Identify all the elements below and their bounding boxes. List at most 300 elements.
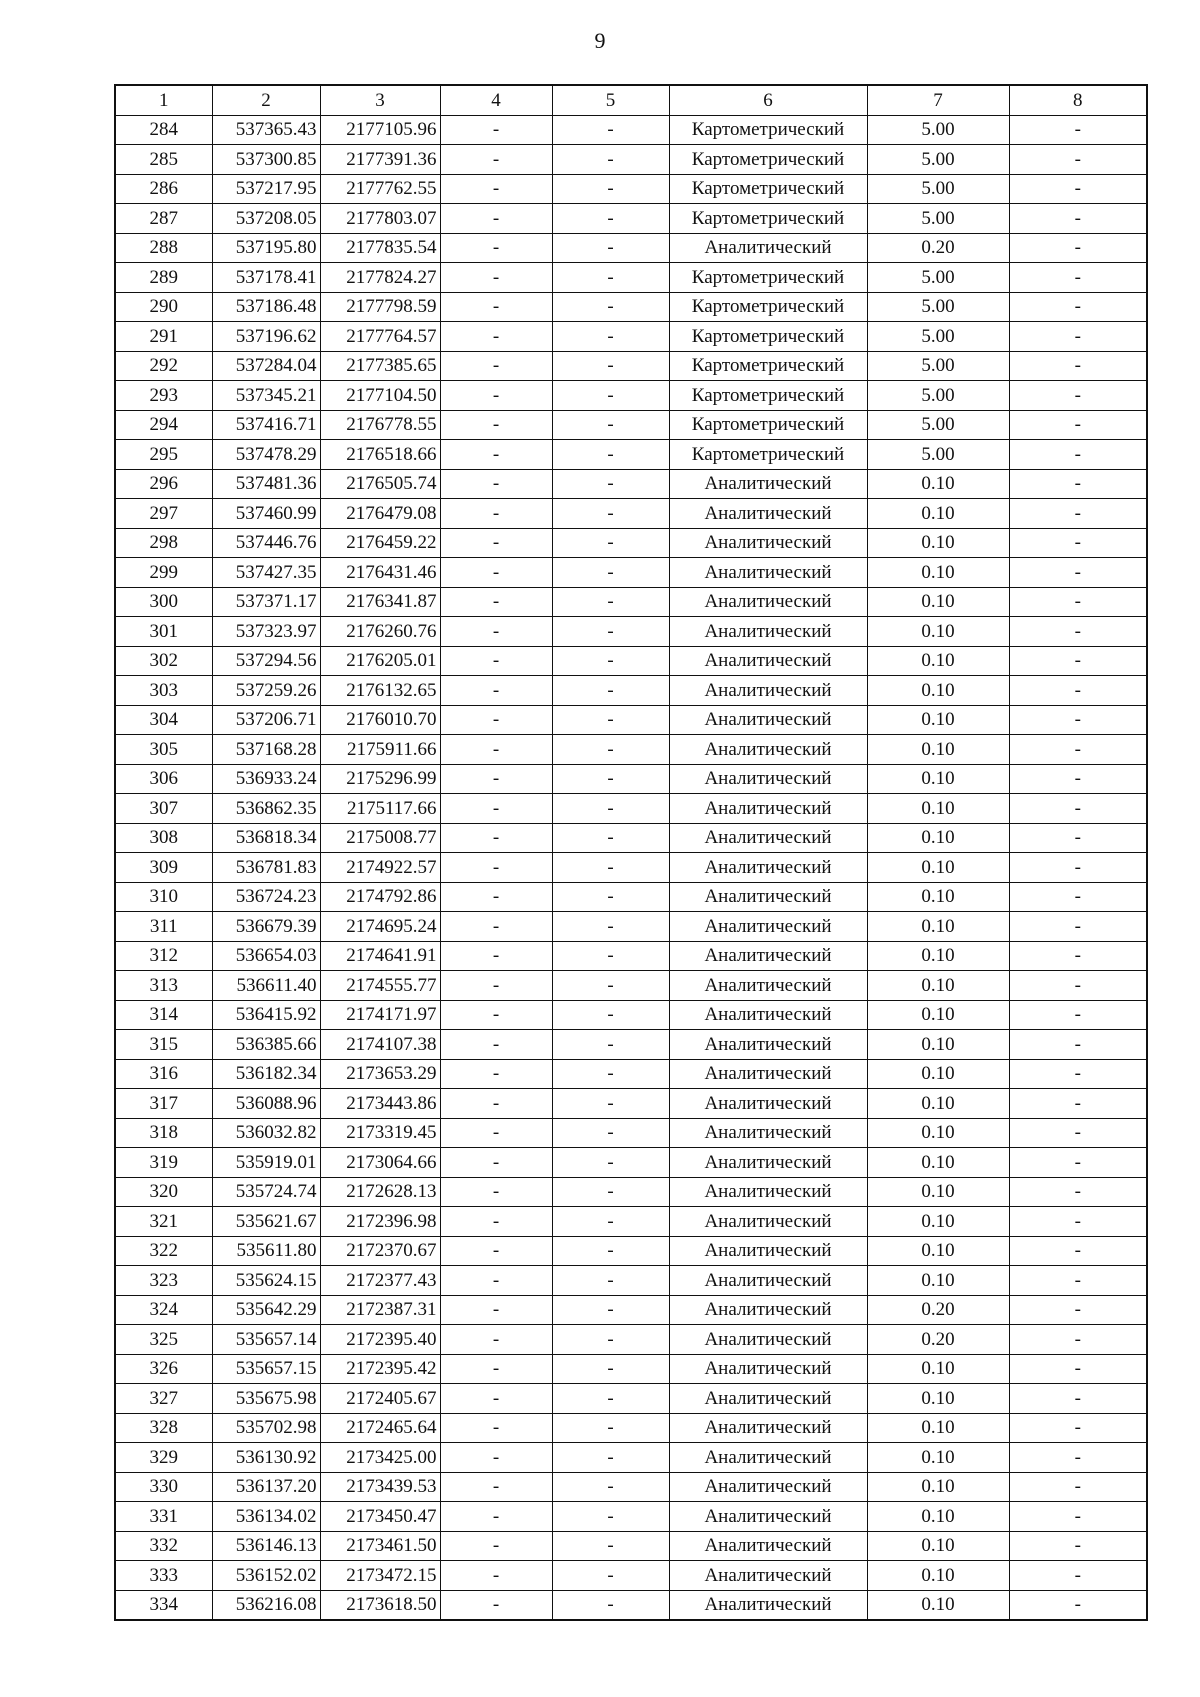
- coord-x-cell: 535621.67: [212, 1207, 320, 1237]
- point-number-cell: 291: [115, 322, 212, 352]
- accuracy-cell: 0.10: [867, 1030, 1009, 1060]
- col-8-cell: -: [1009, 1266, 1147, 1296]
- accuracy-cell: 0.10: [867, 1000, 1009, 1030]
- col-5-cell: -: [552, 1030, 669, 1060]
- method-cell: Аналитический: [669, 1148, 867, 1178]
- col-8-cell: -: [1009, 823, 1147, 853]
- col-5-cell: -: [552, 1443, 669, 1473]
- col-4-cell: -: [440, 676, 552, 706]
- coord-y-cell: 2175911.66: [320, 735, 440, 765]
- col-8-cell: -: [1009, 1590, 1147, 1620]
- col-4-cell: -: [440, 587, 552, 617]
- col-4-cell: -: [440, 1118, 552, 1148]
- point-number-cell: 330: [115, 1472, 212, 1502]
- table-row: [115, 912, 1147, 942]
- method-cell: Аналитический: [669, 1236, 867, 1266]
- accuracy-cell: 0.10: [867, 1177, 1009, 1207]
- col-4-cell: -: [440, 882, 552, 912]
- table-row: [115, 882, 1147, 912]
- point-number-cell: 295: [115, 440, 212, 470]
- accuracy-cell: 5.00: [867, 440, 1009, 470]
- accuracy-cell: 5.00: [867, 174, 1009, 204]
- col-4-cell: -: [440, 1384, 552, 1414]
- col-8-cell: -: [1009, 764, 1147, 794]
- col-8-cell: -: [1009, 322, 1147, 352]
- method-cell: Аналитический: [669, 1000, 867, 1030]
- table-row: [115, 1590, 1147, 1620]
- col-8-cell: -: [1009, 381, 1147, 411]
- col-5-cell: -: [552, 823, 669, 853]
- col-8-cell: -: [1009, 1295, 1147, 1325]
- method-cell: Аналитический: [669, 499, 867, 529]
- coord-x-cell: 536611.40: [212, 971, 320, 1001]
- accuracy-cell: 5.00: [867, 115, 1009, 145]
- coord-y-cell: 2177385.65: [320, 351, 440, 381]
- col-5-cell: -: [552, 1236, 669, 1266]
- accuracy-cell: 0.10: [867, 558, 1009, 588]
- coord-x-cell: 537178.41: [212, 263, 320, 293]
- table-row: [115, 1089, 1147, 1119]
- method-cell: Аналитический: [669, 1590, 867, 1620]
- accuracy-cell: 0.10: [867, 823, 1009, 853]
- col-8-cell: -: [1009, 115, 1147, 145]
- col-4-cell: -: [440, 1000, 552, 1030]
- point-number-cell: 324: [115, 1295, 212, 1325]
- point-number-cell: 334: [115, 1590, 212, 1620]
- col-8-cell: -: [1009, 1118, 1147, 1148]
- coord-y-cell: 2177105.96: [320, 115, 440, 145]
- accuracy-cell: 0.10: [867, 1266, 1009, 1296]
- method-cell: Аналитический: [669, 823, 867, 853]
- point-number-cell: 313: [115, 971, 212, 1001]
- method-cell: Аналитический: [669, 853, 867, 883]
- accuracy-cell: 0.10: [867, 1118, 1009, 1148]
- table-row: [115, 558, 1147, 588]
- coord-y-cell: 2173439.53: [320, 1472, 440, 1502]
- col-5-cell: -: [552, 1413, 669, 1443]
- coord-x-cell: 537300.85: [212, 145, 320, 175]
- col-8-cell: -: [1009, 676, 1147, 706]
- method-cell: Аналитический: [669, 1295, 867, 1325]
- accuracy-cell: 0.10: [867, 1354, 1009, 1384]
- col-4-cell: -: [440, 528, 552, 558]
- point-number-cell: 303: [115, 676, 212, 706]
- coord-y-cell: 2177824.27: [320, 263, 440, 293]
- coord-x-cell: 535919.01: [212, 1148, 320, 1178]
- accuracy-cell: 0.10: [867, 735, 1009, 765]
- accuracy-cell: 0.10: [867, 912, 1009, 942]
- col-4-cell: -: [440, 794, 552, 824]
- table-row: [115, 705, 1147, 735]
- method-cell: Аналитический: [669, 617, 867, 647]
- col-8-cell: -: [1009, 646, 1147, 676]
- col-4-cell: -: [440, 1561, 552, 1591]
- point-number-cell: 309: [115, 853, 212, 883]
- accuracy-cell: 0.10: [867, 646, 1009, 676]
- method-cell: Картометрический: [669, 174, 867, 204]
- col-4-cell: -: [440, 705, 552, 735]
- col-5-cell: -: [552, 1059, 669, 1089]
- column-header-1: 1: [115, 85, 212, 115]
- point-number-cell: 300: [115, 587, 212, 617]
- coord-x-cell: 537446.76: [212, 528, 320, 558]
- point-number-cell: 317: [115, 1089, 212, 1119]
- method-cell: Аналитический: [669, 912, 867, 942]
- col-4-cell: -: [440, 971, 552, 1001]
- col-5-cell: -: [552, 971, 669, 1001]
- accuracy-cell: 0.10: [867, 1502, 1009, 1532]
- point-number-cell: 328: [115, 1413, 212, 1443]
- col-4-cell: -: [440, 1325, 552, 1355]
- col-5-cell: -: [552, 381, 669, 411]
- table-row: [115, 322, 1147, 352]
- method-cell: Аналитический: [669, 1472, 867, 1502]
- coord-y-cell: 2176459.22: [320, 528, 440, 558]
- col-4-cell: -: [440, 440, 552, 470]
- col-8-cell: -: [1009, 145, 1147, 175]
- coord-x-cell: 537365.43: [212, 115, 320, 145]
- table-row: [115, 1561, 1147, 1591]
- table-row: [115, 174, 1147, 204]
- col-8-cell: -: [1009, 1443, 1147, 1473]
- col-8-cell: -: [1009, 1177, 1147, 1207]
- col-5-cell: -: [552, 1325, 669, 1355]
- point-number-cell: 333: [115, 1561, 212, 1591]
- coord-x-cell: 537345.21: [212, 381, 320, 411]
- point-number-cell: 323: [115, 1266, 212, 1296]
- col-4-cell: -: [440, 292, 552, 322]
- col-5-cell: -: [552, 1384, 669, 1414]
- point-number-cell: 332: [115, 1531, 212, 1561]
- coord-x-cell: 537323.97: [212, 617, 320, 647]
- col-4-cell: -: [440, 1207, 552, 1237]
- method-cell: Аналитический: [669, 971, 867, 1001]
- col-5-cell: -: [552, 764, 669, 794]
- coord-y-cell: 2173425.00: [320, 1443, 440, 1473]
- method-cell: Аналитический: [669, 1561, 867, 1591]
- col-4-cell: -: [440, 1443, 552, 1473]
- method-cell: Картометрический: [669, 322, 867, 352]
- col-8-cell: -: [1009, 971, 1147, 1001]
- table-row: [115, 1472, 1147, 1502]
- col-5-cell: -: [552, 587, 669, 617]
- col-5-cell: -: [552, 1177, 669, 1207]
- point-number-cell: 310: [115, 882, 212, 912]
- method-cell: Картометрический: [669, 351, 867, 381]
- method-cell: Аналитический: [669, 1177, 867, 1207]
- coord-y-cell: 2174641.91: [320, 941, 440, 971]
- col-8-cell: -: [1009, 1325, 1147, 1355]
- table-row: [115, 381, 1147, 411]
- col-5-cell: -: [552, 115, 669, 145]
- point-number-cell: 293: [115, 381, 212, 411]
- col-8-cell: -: [1009, 1413, 1147, 1443]
- method-cell: Аналитический: [669, 941, 867, 971]
- col-4-cell: -: [440, 1148, 552, 1178]
- coord-y-cell: 2172377.43: [320, 1266, 440, 1296]
- column-header-8: 8: [1009, 85, 1147, 115]
- coord-y-cell: 2177104.50: [320, 381, 440, 411]
- method-cell: Аналитический: [669, 233, 867, 263]
- col-5-cell: -: [552, 1207, 669, 1237]
- col-8-cell: -: [1009, 1059, 1147, 1089]
- accuracy-cell: 0.10: [867, 882, 1009, 912]
- col-5-cell: -: [552, 912, 669, 942]
- accuracy-cell: 5.00: [867, 322, 1009, 352]
- method-cell: Аналитический: [669, 735, 867, 765]
- method-cell: Аналитический: [669, 882, 867, 912]
- method-cell: Аналитический: [669, 1089, 867, 1119]
- column-header-3: 3: [320, 85, 440, 115]
- col-4-cell: -: [440, 646, 552, 676]
- coord-x-cell: 536134.02: [212, 1502, 320, 1532]
- coord-x-cell: 536724.23: [212, 882, 320, 912]
- coord-y-cell: 2172465.64: [320, 1413, 440, 1443]
- col-5-cell: -: [552, 1089, 669, 1119]
- table-row: [115, 440, 1147, 470]
- coord-y-cell: 2173472.15: [320, 1561, 440, 1591]
- coord-x-cell: 535675.98: [212, 1384, 320, 1414]
- col-5-cell: -: [552, 174, 669, 204]
- accuracy-cell: 5.00: [867, 204, 1009, 234]
- table-row: [115, 263, 1147, 293]
- col-4-cell: -: [440, 263, 552, 293]
- accuracy-cell: 0.10: [867, 1384, 1009, 1414]
- point-number-cell: 322: [115, 1236, 212, 1266]
- table-row: [115, 1148, 1147, 1178]
- method-cell: Картометрический: [669, 292, 867, 322]
- method-cell: Аналитический: [669, 558, 867, 588]
- table-row: [115, 204, 1147, 234]
- method-cell: Аналитический: [669, 794, 867, 824]
- col-4-cell: -: [440, 469, 552, 499]
- col-5-cell: -: [552, 705, 669, 735]
- coord-x-cell: 537168.28: [212, 735, 320, 765]
- method-cell: Картометрический: [669, 263, 867, 293]
- coord-x-cell: 537478.29: [212, 440, 320, 470]
- table-row: [115, 676, 1147, 706]
- method-cell: Аналитический: [669, 1384, 867, 1414]
- table-row: [115, 1443, 1147, 1473]
- accuracy-cell: 5.00: [867, 410, 1009, 440]
- coord-y-cell: 2174171.97: [320, 1000, 440, 1030]
- col-4-cell: -: [440, 115, 552, 145]
- accuracy-cell: 5.00: [867, 292, 1009, 322]
- col-5-cell: -: [552, 322, 669, 352]
- col-4-cell: -: [440, 1472, 552, 1502]
- table-row: [115, 853, 1147, 883]
- method-cell: Картометрический: [669, 204, 867, 234]
- col-4-cell: -: [440, 1354, 552, 1384]
- method-cell: Аналитический: [669, 1354, 867, 1384]
- col-5-cell: -: [552, 263, 669, 293]
- table-row: [115, 1030, 1147, 1060]
- col-5-cell: -: [552, 941, 669, 971]
- col-8-cell: -: [1009, 1472, 1147, 1502]
- col-5-cell: -: [552, 853, 669, 883]
- col-4-cell: -: [440, 381, 552, 411]
- accuracy-cell: 0.20: [867, 1295, 1009, 1325]
- accuracy-cell: 5.00: [867, 145, 1009, 175]
- accuracy-cell: 0.10: [867, 794, 1009, 824]
- accuracy-cell: 0.10: [867, 941, 1009, 971]
- method-cell: Аналитический: [669, 1118, 867, 1148]
- accuracy-cell: 5.00: [867, 263, 1009, 293]
- col-5-cell: -: [552, 735, 669, 765]
- col-4-cell: -: [440, 174, 552, 204]
- coord-y-cell: 2177803.07: [320, 204, 440, 234]
- coord-x-cell: 536654.03: [212, 941, 320, 971]
- method-cell: Аналитический: [669, 1531, 867, 1561]
- col-4-cell: -: [440, 764, 552, 794]
- coord-y-cell: 2176260.76: [320, 617, 440, 647]
- col-8-cell: -: [1009, 617, 1147, 647]
- point-number-cell: 329: [115, 1443, 212, 1473]
- col-8-cell: -: [1009, 204, 1147, 234]
- coord-y-cell: 2175008.77: [320, 823, 440, 853]
- col-8-cell: -: [1009, 1561, 1147, 1591]
- coord-x-cell: 535657.14: [212, 1325, 320, 1355]
- method-cell: Аналитический: [669, 764, 867, 794]
- col-5-cell: -: [552, 1295, 669, 1325]
- coord-y-cell: 2176132.65: [320, 676, 440, 706]
- table-row: [115, 1000, 1147, 1030]
- point-number-cell: 301: [115, 617, 212, 647]
- col-4-cell: -: [440, 1089, 552, 1119]
- table-row: [115, 528, 1147, 558]
- point-number-cell: 305: [115, 735, 212, 765]
- coord-x-cell: 535611.80: [212, 1236, 320, 1266]
- method-cell: Картометрический: [669, 381, 867, 411]
- point-number-cell: 312: [115, 941, 212, 971]
- accuracy-cell: 5.00: [867, 381, 1009, 411]
- page-number: 9: [594, 28, 606, 53]
- col-4-cell: -: [440, 1266, 552, 1296]
- col-5-cell: -: [552, 204, 669, 234]
- coord-x-cell: 536679.39: [212, 912, 320, 942]
- coord-x-cell: 535624.15: [212, 1266, 320, 1296]
- coord-y-cell: 2176778.55: [320, 410, 440, 440]
- coord-y-cell: 2173443.86: [320, 1089, 440, 1119]
- col-8-cell: -: [1009, 440, 1147, 470]
- table-row: [115, 1236, 1147, 1266]
- method-cell: Аналитический: [669, 1325, 867, 1355]
- coord-x-cell: 536146.13: [212, 1531, 320, 1561]
- method-cell: Аналитический: [669, 1030, 867, 1060]
- accuracy-cell: 0.10: [867, 469, 1009, 499]
- table-row: [115, 646, 1147, 676]
- table-row: [115, 794, 1147, 824]
- coord-x-cell: 536862.35: [212, 794, 320, 824]
- col-8-cell: -: [1009, 912, 1147, 942]
- point-number-cell: 331: [115, 1502, 212, 1532]
- method-cell: Аналитический: [669, 587, 867, 617]
- point-number-cell: 289: [115, 263, 212, 293]
- col-8-cell: -: [1009, 174, 1147, 204]
- coord-x-cell: 536152.02: [212, 1561, 320, 1591]
- col-4-cell: -: [440, 1236, 552, 1266]
- col-5-cell: -: [552, 440, 669, 470]
- accuracy-cell: 0.10: [867, 587, 1009, 617]
- table-row: [115, 735, 1147, 765]
- coord-y-cell: 2177764.57: [320, 322, 440, 352]
- method-cell: Аналитический: [669, 1413, 867, 1443]
- table-row: [115, 1325, 1147, 1355]
- coord-x-cell: 537460.99: [212, 499, 320, 529]
- accuracy-cell: 0.10: [867, 1413, 1009, 1443]
- method-cell: Картометрический: [669, 410, 867, 440]
- accuracy-cell: 0.10: [867, 1531, 1009, 1561]
- coord-x-cell: 535724.74: [212, 1177, 320, 1207]
- table-row: [115, 823, 1147, 853]
- point-number-cell: 306: [115, 764, 212, 794]
- coord-x-cell: 536130.92: [212, 1443, 320, 1473]
- point-number-cell: 297: [115, 499, 212, 529]
- coord-x-cell: 536182.34: [212, 1059, 320, 1089]
- coord-y-cell: 2172405.67: [320, 1384, 440, 1414]
- coord-y-cell: 2173653.29: [320, 1059, 440, 1089]
- coord-x-cell: 535642.29: [212, 1295, 320, 1325]
- method-cell: Аналитический: [669, 1266, 867, 1296]
- point-number-cell: 325: [115, 1325, 212, 1355]
- coord-x-cell: 537427.35: [212, 558, 320, 588]
- col-8-cell: -: [1009, 499, 1147, 529]
- col-4-cell: -: [440, 1590, 552, 1620]
- col-4-cell: -: [440, 735, 552, 765]
- accuracy-cell: 0.10: [867, 1443, 1009, 1473]
- point-number-cell: 285: [115, 145, 212, 175]
- table-row: [115, 1295, 1147, 1325]
- coord-y-cell: 2176505.74: [320, 469, 440, 499]
- col-5-cell: -: [552, 1502, 669, 1532]
- coord-y-cell: 2176341.87: [320, 587, 440, 617]
- column-header-4: 4: [440, 85, 552, 115]
- coord-y-cell: 2172395.40: [320, 1325, 440, 1355]
- table-row: [115, 1177, 1147, 1207]
- method-cell: Аналитический: [669, 1443, 867, 1473]
- coord-y-cell: 2172396.98: [320, 1207, 440, 1237]
- method-cell: Аналитический: [669, 469, 867, 499]
- col-5-cell: -: [552, 351, 669, 381]
- coord-x-cell: 536216.08: [212, 1590, 320, 1620]
- col-8-cell: -: [1009, 587, 1147, 617]
- col-4-cell: -: [440, 617, 552, 647]
- point-number-cell: 327: [115, 1384, 212, 1414]
- col-8-cell: -: [1009, 292, 1147, 322]
- col-8-cell: -: [1009, 263, 1147, 293]
- coord-x-cell: 537195.80: [212, 233, 320, 263]
- col-5-cell: -: [552, 1472, 669, 1502]
- col-4-cell: -: [440, 204, 552, 234]
- point-number-cell: 299: [115, 558, 212, 588]
- coord-x-cell: 537294.56: [212, 646, 320, 676]
- coord-y-cell: 2174922.57: [320, 853, 440, 883]
- coord-y-cell: 2177835.54: [320, 233, 440, 263]
- col-8-cell: -: [1009, 794, 1147, 824]
- col-4-cell: -: [440, 853, 552, 883]
- table-row: [115, 351, 1147, 381]
- coord-y-cell: 2173461.50: [320, 1531, 440, 1561]
- method-cell: Картометрический: [669, 440, 867, 470]
- col-5-cell: -: [552, 1000, 669, 1030]
- table-row: [115, 410, 1147, 440]
- coord-y-cell: 2172628.13: [320, 1177, 440, 1207]
- accuracy-cell: 0.10: [867, 764, 1009, 794]
- coord-x-cell: 537284.04: [212, 351, 320, 381]
- table-header-row: [115, 85, 1147, 115]
- col-5-cell: -: [552, 528, 669, 558]
- table-row: [115, 1354, 1147, 1384]
